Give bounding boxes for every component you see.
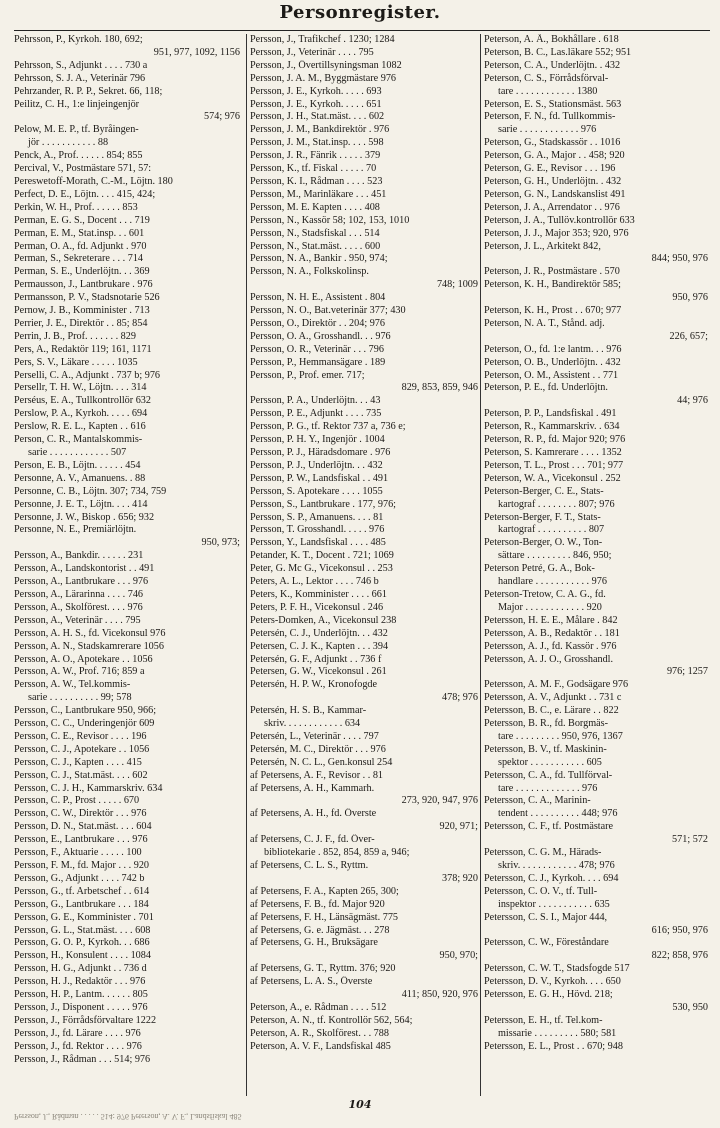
register-entry: Peterson, J. A., Arrendator . . 976: [484, 201, 620, 213]
register-entry: Permausson, J., Lantbrukare . 976: [14, 279, 153, 291]
register-entry: Peterson, C. S., Förrådsförval-: [484, 72, 609, 84]
register-entry: Persson, J., Förrådsförvaltare 1222: [14, 1014, 157, 1026]
register-entry: Persson, N. A., Bankir . 950, 974;: [250, 253, 388, 265]
register-entry: Persson, P. H. Y., Ingenjör . 1004: [250, 434, 385, 446]
register-entry: Pers, S. V., Läkare . . . . . 1035: [14, 356, 138, 368]
register-entry: Petersson, C. S. I., Major 444,: [484, 911, 608, 923]
register-entry: Persson, H. J., Redaktör . . . 976: [14, 976, 146, 988]
register-entry: Pereswetoff-Morath, C.-M., Löjtn. 180: [14, 175, 173, 187]
register-entry-continuation: 951, 977, 1092, 1156: [153, 46, 240, 58]
register-entry: Persson, A., Lärarinna . . . . 746: [14, 588, 144, 600]
register-entry: af Petersens, C. J. F., fd. Över-: [250, 834, 375, 846]
register-entry-continuation: handlare . . . . . . . . . . . 976: [498, 576, 607, 588]
register-entry: Peterson, S. Kamrerare . . . . 1352: [484, 447, 622, 458]
register-entry: Peterson, G. H., Underlöjtn. . 432: [484, 175, 622, 187]
register-entry: Peters, K., Komminister . . . . 661: [250, 588, 387, 600]
register-entry: Personne, C. B., Löjtn. 307; 734, 759: [14, 485, 167, 497]
register-entry: Personne, N. E., Premiärlöjtn.: [14, 524, 137, 536]
page-number: 104: [348, 1098, 372, 1111]
register-entry: Personne, J. W., Biskop . 656; 932: [14, 511, 155, 523]
register-entry-continuation: inspektor . . . . . . . . . . . 635: [498, 898, 610, 910]
register-entry: Peterson, T. L., Prost . . . 701; 977: [484, 459, 624, 471]
register-entry: Persson, A., Veterinär . . . . 795: [14, 614, 141, 626]
register-entry: Person, C. R., Mantalskommis-: [14, 434, 143, 446]
register-entry: Perman, E. M., Stat.insp. . . 601: [14, 227, 145, 239]
register-entry: Persson, J., fd. Lärare . . . . 976: [14, 1027, 141, 1039]
register-entry: Peter, G. Mc G., Vicekonsul . . 253: [250, 563, 393, 575]
register-entry: Persson, J. E., Kyrkoh. . . . . 693: [250, 85, 382, 97]
register-entry: Persson, S., Lantbrukare . 177, 976;: [250, 498, 397, 510]
register-entry: Peterson, E. S., Stationsmäst. 563: [484, 98, 622, 110]
register-entry: Petersén, N. C. L., Gen.konsul 254: [250, 756, 393, 768]
register-entry-continuation: skriv. . . . . . . . . . . . 634: [264, 718, 361, 730]
register-entry: af Petersens, A. H., Kammarh.: [250, 782, 375, 794]
register-entry-continuation: 411; 850, 920, 976: [401, 989, 478, 1001]
register-entry: Persson, C. J. H., Kammarskriv. 634: [14, 782, 163, 794]
register-entry-continuation: tare . . . . . . . . . 950, 976, 1367: [498, 730, 623, 742]
register-entry: Pernow, J. B., Komminister . 713: [14, 305, 150, 317]
register-entry: Persson, O., Direktör . . 204; 976: [250, 317, 385, 329]
register-entry: af Petersens, C. L. S., Ryttm.: [250, 860, 369, 871]
register-entry: Perslow, R. E. L., Kapten . . 616: [14, 421, 146, 433]
register-entry-continuation: spektor . . . . . . . . . . . 605: [498, 756, 602, 768]
register-entry: Peterson, A. R., Skolförest. . . 788: [250, 1027, 389, 1039]
register-entry: Petersson, C. A., fd. Tullförval-: [484, 769, 613, 781]
register-entry-continuation: sarie . . . . . . . . . . . . 507: [28, 447, 127, 458]
register-entry: Personne, A. V., Amanuens. . 88: [14, 472, 146, 484]
register-entry: Peterson, R. P., fd. Major 920; 976: [484, 434, 626, 446]
register-entry: Persson, J., Veterinär . . . . 795: [250, 46, 374, 58]
register-entry: Persson, G. O. P., Kyrkoh. . . 686: [14, 937, 150, 949]
register-entry: Persson, S. P., Amanuens. . . . 81: [250, 511, 384, 523]
register-entry: Peterson, N. A. T., Stånd. adj.: [484, 317, 605, 329]
register-entry: Peterson, J. L., Arkitekt 842,: [484, 240, 601, 252]
register-entry-continuation: 976; 1257: [666, 666, 708, 678]
register-entry: Persson, O. A., Grosshandl. . . 976: [250, 330, 391, 342]
register-entry: Peterson, A., e. Rådman . . . . 512: [250, 1001, 387, 1013]
register-entry: Petersson, C. A., Marinin-: [484, 795, 591, 807]
register-entry-continuation: 574; 976: [204, 111, 240, 123]
register-entry: Persson, O. R., Veterinär . . . 796: [250, 343, 384, 355]
register-entry: Petersson, C. W., Föreståndare: [484, 937, 609, 949]
register-entry-continuation: 571; 572: [672, 834, 708, 846]
register-entry-continuation: 378; 920: [442, 872, 478, 884]
register-columns: [14, 34, 710, 1096]
register-entry: Persson, G., Lantbrukare . . . 184: [14, 898, 149, 910]
register-entry: Persson, N. H. E., Assistent . 804: [250, 292, 386, 304]
register-entry: Peterson-Tretow, C. A. G., fd.: [484, 588, 606, 600]
register-entry: Persson, K. I., Rådman . . . . 523: [250, 175, 383, 187]
register-entry: Peterson, G., Stadskassör . . 1016: [484, 137, 621, 149]
register-entry: Person, E. B., Löjtn. . . . . . 454: [14, 459, 141, 471]
register-entry: Persson, A. N., Stadskamrerare 1056: [14, 640, 164, 652]
register-entry: Pehrsson, P., Kyrkoh. 180, 692;: [14, 34, 143, 45]
register-entry: Persson, P. W., Landsfiskal . . 491: [250, 472, 389, 484]
register-entry: Persson, E., Lantbrukare . . . 976: [14, 834, 148, 846]
register-entry: Peterson, K. H., Bandirektör 585;: [484, 279, 621, 291]
column-left: [14, 34, 242, 1096]
register-entry: Persson, C., Lantbrukare 950, 966;: [14, 705, 157, 717]
register-entry-continuation: sättare . . . . . . . . . 846, 950;: [498, 550, 612, 562]
register-entry: Persson, J. E., Kyrkoh. . . . . 651: [250, 98, 382, 110]
register-entry: Petersson, A. J., fd. Kassör . 976: [484, 640, 617, 652]
register-entry: Peterson, A. Å., Bokhållare . 618: [484, 34, 619, 45]
register-entry: Petersson, C. W. T., Stadsfogde 517: [484, 963, 630, 975]
register-entry: Perfect, D. E., Löjtn. . . . 415, 424;: [14, 188, 156, 200]
register-entry: Perman, E. G. S., Docent . . . 719: [14, 214, 150, 226]
register-entry: Persson, J., Övertillsyningsman 1082: [250, 59, 402, 71]
register-entry: Persson, C. J., Stat.mäst. . . . 602: [14, 769, 148, 781]
register-entry-continuation: 950, 973;: [201, 537, 240, 549]
register-entry: Peterson, B. C., Las.läkare 552; 951: [484, 46, 632, 58]
register-entry: Percival, V., Postmästare 571, 57:: [14, 163, 152, 175]
register-entry: af Petersens, L. A. S., Överste: [250, 976, 373, 988]
register-entry: Persson, P. G., tf. Rektor 737 a, 736 e;: [250, 421, 406, 433]
register-entry-continuation: 273, 920, 947, 976: [401, 795, 478, 807]
register-entry: Persson, J., Disponent . . . . . 976: [14, 1001, 148, 1013]
register-entry: Persson, J., Trafikchef . 1230; 1284: [250, 34, 395, 45]
register-entry: Persson, T. Grosshandl. . . . . 976: [250, 524, 385, 536]
register-entry: Persson, Y., Landsfiskal . . . . 485: [250, 537, 386, 549]
register-entry: Peterson, C. A., Underlöjtn. . 432: [484, 59, 621, 71]
register-entry-continuation: 920, 971;: [439, 821, 478, 833]
register-entry: Persson, A. H. S., fd. Vicekonsul 976: [14, 627, 166, 639]
register-entry: Pehrsson, S., Adjunkt . . . . 730 a: [14, 59, 148, 71]
register-entry: Persson, C. J., Kapten . . . . 415: [14, 756, 142, 768]
register-entry: af Petersens, G. T., Ryttm. 376; 920: [250, 963, 396, 975]
register-entry: Persson, H. P., Lantm. . . . . . 805: [14, 989, 148, 1001]
register-entry-continuation: skriv. . . . . . . . . . . . 478; 976: [498, 860, 615, 871]
register-entry: Persson, C. C., Underingenjör 609: [14, 718, 155, 730]
register-entry: Peterson, O. M., Assistent . . 771: [484, 369, 619, 381]
register-entry: Persson, P., Prof. emer. 717;: [250, 369, 365, 381]
register-entry: Peterson, G. A., Major . . 458; 920: [484, 150, 625, 162]
register-entry: Persson, C. W., Direktör . . . 976: [14, 808, 147, 820]
register-entry: Persson, G. L., Stat.mäst. . . . 608: [14, 924, 151, 936]
register-entry: Perselli, C. A., Adjunkt . 737 b; 976: [14, 369, 161, 381]
register-entry: Persson, M. E. Kapten . . . . 408: [250, 201, 380, 213]
register-entry: Persson, M., Marinläkare . . . 451: [250, 188, 387, 200]
register-entry: af Petersens, A. H., fd. Överste: [250, 808, 377, 820]
register-entry: Pehrsson, S. J. A., Veterinär 796: [14, 72, 146, 84]
register-entry: Petersen, C. J. K., Kapten . . . 394: [250, 640, 389, 652]
register-entry: Pehrzander, R. P. P., Sekret. 66, 118;: [14, 85, 163, 97]
register-entry-continuation: sarie . . . . . . . . . . . . 976: [498, 124, 597, 136]
register-entry: Petersén, H. P. W., Kronofogde: [250, 679, 378, 691]
register-entry: Petersson, C. O. V., tf. Tull-: [484, 885, 598, 897]
column-right: [480, 34, 710, 1096]
register-entry: af Petersens, A. F., Revisor . . 81: [250, 769, 384, 781]
register-entry-continuation: 530, 950: [672, 1001, 708, 1013]
register-entry: af Petersens, G. H., Bruksägare: [250, 937, 378, 949]
register-entry: Persson, J., Rådman . . . 514; 976: [14, 1053, 151, 1065]
register-entry-continuation: 616; 950, 976: [651, 924, 708, 936]
register-entry: Petersson, A. V., Adjunkt . . 731 c: [484, 692, 622, 704]
register-entry: Petersson, C. G. M., Härads-: [484, 847, 602, 859]
header-rule: [14, 30, 710, 31]
register-entry: Persson, A., Landskontorist . . 491: [14, 563, 155, 575]
register-entry: Petersson, B. V., tf. Maskinin-: [484, 743, 607, 755]
register-entry: Perrin, J. B., Prof. . . . . . . 829: [14, 330, 136, 342]
register-entry: af Petersens, F. B., fd. Major 920: [250, 898, 385, 910]
register-entry-continuation: Major . . . . . . . . . . . . 920: [498, 601, 602, 613]
register-entry: Persellr, T. H. W., Löjtn. . . . 314: [14, 382, 147, 394]
register-entry: Perkin, W. H., Prof. . . . . . 853: [14, 201, 138, 213]
register-entry: Persson, H. G., Adjunkt . . 736 d: [14, 963, 147, 975]
register-entry: Persson, J. A. M., Byggmästare 976: [250, 72, 397, 84]
register-entry: Petersén, G. F., Adjunkt . . 736 f: [250, 653, 382, 665]
register-entry: Petersson, C. J., Kyrkoh. . . . 694: [484, 872, 619, 884]
register-entry: af Petersens, F. A., Kapten 265, 300;: [250, 885, 399, 897]
register-entry: Peterson-Berger, F. T., Stats-: [484, 511, 601, 523]
register-entry: Persson, N., Stat.mäst. . . . . 600: [250, 240, 381, 252]
register-entry: Persson, J. H., Stat.mäst. . . . 602: [250, 111, 385, 123]
register-entry: Peterson-Berger, O. W., Ton-: [484, 537, 603, 549]
register-entry-continuation: 44; 976: [677, 395, 708, 407]
register-entry-continuation: 950, 970;: [439, 950, 478, 962]
register-entry: Peterson, A. N., tf. Kontrollör 562, 564;: [250, 1014, 413, 1026]
register-entry: Petersson, C. F., tf. Postmästare: [484, 821, 614, 833]
bleed-through-text: Persson, J., Rådman . . . . . 514: 976 Peterson, A. V. F., Landsfiskal 485: [14, 1112, 242, 1121]
register-entry: Persson, S. Apotekare . . . . 1055: [250, 485, 383, 497]
register-entry: Petersson, E. H., tf. Tel.kom-: [484, 1014, 603, 1026]
register-entry: Perman, O. A., fd. Adjunkt . 970: [14, 240, 147, 252]
register-entry: Perrier, J. E., Direktör . . 85; 854: [14, 317, 148, 329]
register-entry: Personne, J. E. T., Löjtn. . . . 414: [14, 498, 148, 510]
register-entry-continuation: jör . . . . . . . . . . . 88: [28, 137, 109, 149]
register-entry: Petersson, B. C., e. Lärare . . 822: [484, 705, 619, 717]
register-entry-continuation: bibliotekarie . 852, 854, 859 a, 946;: [264, 847, 410, 859]
register-entry: Peterson, J. J., Major 353; 920, 976: [484, 227, 629, 239]
register-entry: af Petersens, F. H., Länsägmäst. 775: [250, 911, 399, 923]
register-entry: Persson, N., Kassör 58; 102, 153, 1010: [250, 214, 410, 226]
register-entry: Peterson, W. A., Vicekonsul . 252: [484, 472, 621, 484]
register-entry-continuation: sarie . . . . . . . . . . 99; 578: [28, 692, 132, 704]
register-entry: Persson, D. N., Stat.mäst. . . . 604: [14, 821, 152, 833]
register-entry: Persson, P. J., Häradsdomare . 976: [250, 447, 391, 458]
register-entry: Petersson, D. V., Kyrkoh. . . . 650: [484, 976, 621, 988]
register-entry: Peters-Domken, A., Vicekonsul 238: [250, 614, 397, 626]
register-entry-continuation: kartograf . . . . . . . . 807; 976: [498, 498, 615, 510]
register-entry: Peterson Petré, G. A., Bok-: [484, 563, 595, 575]
register-entry: Petersson, A. J. O., Grosshandl.: [484, 653, 614, 665]
register-entry: Petersson, B. R., fd. Borgmäs-: [484, 718, 609, 730]
register-entry: Persson, C. P., Prost . . . . . 670: [14, 795, 140, 807]
register-entry: Petersen, G. W., Vicekonsul . 261: [250, 666, 387, 678]
register-entry: Persson, C. J., Apotekare . . 1056: [14, 743, 150, 755]
register-entry: Persson, J., fd. Rektor . . . . 976: [14, 1040, 142, 1052]
register-entry: Persson, P. A., Underlöjtn. . . 43: [250, 395, 381, 407]
register-entry: Persson, A., Lantbrukare . . . 976: [14, 576, 149, 588]
register-entry: Persson, G. E., Komminister . 701: [14, 911, 154, 923]
register-entry: Petersson, H. E. E., Målare . 842: [484, 614, 618, 626]
register-entry: Pelow, M. E. P., tf. Byråingen-: [14, 124, 139, 136]
register-entry: Peterson, O., fd. 1:e lantm. . . 976: [484, 343, 622, 355]
register-entry-continuation: missarie . . . . . . . . . 580; 581: [498, 1027, 617, 1039]
register-entry: Persson, K., tf. Fiskal . . . . . 70: [250, 163, 377, 175]
register-entry: Persson, J. R., Fänrik . . . . . 379: [250, 150, 381, 162]
register-entry: Peterson, F. N., fd. Tullkommis-: [484, 111, 616, 123]
register-entry: Persson, N., Stadsfiskal . . . 514: [250, 227, 380, 239]
register-entry: Petersén, H. S. B., Kammar-: [250, 705, 367, 717]
register-entry-continuation: tare . . . . . . . . . . . . . 976: [498, 782, 598, 794]
register-entry: Petander, K. T., Docent . 721; 1069: [250, 550, 394, 562]
register-entry: Persson, A., Skolförest. . . . 976: [14, 601, 143, 613]
register-entry: Peters, P. F. H., Vicekonsul . 246: [250, 601, 384, 613]
register-entry: Peterson-Berger, C. E., Stats-: [484, 485, 604, 497]
register-entry: Persson, P. E., Adjunkt . . . . 735: [250, 408, 382, 420]
register-entry: Petersén, L., Veterinär . . . . 797: [250, 730, 379, 742]
register-entry: Peters, A. L., Lektor . . . . 746 b: [250, 576, 379, 588]
register-entry: Peterson, O. B., Underlöjtn. . 432: [484, 356, 621, 368]
register-entry: Perman, S., Sekreterare . . . 714: [14, 253, 144, 265]
register-entry: Persson, N. O., Bat.veterinär 377; 430: [250, 305, 406, 317]
register-entry-continuation: 844; 950, 976: [651, 253, 708, 265]
register-entry: Persson, A. W., Tel.kommis-: [14, 679, 131, 691]
register-entry: Perséus, E. A., Tullkontrollör 632: [14, 395, 151, 407]
register-entry-continuation: 478; 976: [442, 692, 478, 704]
register-entry: Peterson, K. H., Prost . . 670; 977: [484, 305, 622, 317]
register-entry-continuation: 748; 1009: [436, 279, 478, 291]
column-middle: [246, 34, 480, 1096]
register-entry: Peterson, A. V. F., Landsfiskal 485: [250, 1040, 391, 1052]
register-entry: Persson, F. M., fd. Major . . . 920: [14, 860, 150, 871]
register-entry: Petersson, A. M. F., Godsägare 976: [484, 679, 629, 691]
register-entry: af Petersens, G. e. Jägmäst. . . 278: [250, 924, 390, 936]
register-entry: Persson, A. W., Prof. 716; 859 a: [14, 666, 145, 678]
register-entry: Peterson, J. A., Tullöv.kontrollör 633: [484, 214, 635, 226]
register-entry: Persson, G., Adjunkt . . . . 742 b: [14, 872, 145, 884]
register-entry: Persson, H., Konsulent . . . . 1084: [14, 950, 151, 962]
register-entry: Persson, P. J., Underlöjtn. . . 432: [250, 459, 383, 471]
register-entry: Petersén, M. C., Direktör . . . 976: [250, 743, 386, 755]
register-entry: Petersson, A. B., Redaktör . . 181: [484, 627, 620, 639]
register-entry-continuation: 822; 858, 976: [651, 950, 708, 962]
register-entry-continuation: tendent . . . . . . . . . . 448; 976: [498, 808, 618, 820]
register-entry-continuation: tare . . . . . . . . . . . . 1380: [498, 85, 598, 97]
register-entry-continuation: 226, 657;: [669, 330, 708, 342]
register-entry: Pers, A., Redaktör 119; 161, 1171: [14, 343, 152, 355]
register-entry: Peterson, R., Kammarskriv. . 634: [484, 421, 620, 433]
register-entry: Permansson, P. V., Stadsnotarie 526: [14, 292, 160, 304]
register-entry: Persson, A., Bankdir. . . . . . 231: [14, 550, 144, 562]
register-entry: Persson, N. A., Folkskolinsp.: [250, 266, 369, 278]
page-title: Personregister.: [279, 2, 441, 23]
register-entry: Peterson, G. E., Revisor . . . 196: [484, 163, 616, 175]
register-entry: Petersson, E. G. H., Hövd. 218;: [484, 989, 613, 1001]
register-entry: Perslow, P. A., Kyrkoh. . . . . 694: [14, 408, 148, 420]
register-entry: Petersén, C. J., Underlöjtn. . . 432: [250, 627, 388, 639]
register-entry: Persson, A. O., Apotekare . . 1056: [14, 653, 153, 665]
register-entry-continuation: 829, 853, 859, 946: [401, 382, 478, 394]
register-entry-continuation: kartograf . . . . . . . . . . 807: [498, 524, 605, 536]
register-entry: Petersson, E. L., Prost . . 670; 948: [484, 1040, 623, 1052]
register-entry: Peterson, P. E., fd. Underlöjtn.: [484, 382, 608, 394]
register-entry: Peterson, J. R., Postmästare . 570: [484, 266, 620, 278]
register-entry: Peterson, P. P., Landsfiskal . 491: [484, 408, 617, 420]
register-entry: Persson, P., Hemmansägare . 189: [250, 356, 386, 368]
register-entry: Peterson, G. N., Landskanslist 491: [484, 188, 626, 200]
register-entry: Persson, J. M., Stat.insp. . . . 598: [250, 137, 384, 149]
register-entry: Persson, F., Aktuarie . . . . . 100: [14, 847, 142, 859]
register-entry: Penck, A., Prof. . . . . . 854; 855: [14, 150, 143, 162]
register-entry: Peilitz, C. H., 1:e linjeingenjör: [14, 98, 140, 110]
register-entry: Persson, G., tf. Arbetschef . . 614: [14, 885, 150, 897]
register-entry: Persson, J. M., Bankdirektör . 976: [250, 124, 390, 136]
register-entry: Persson, C. E., Revisor . . . . 196: [14, 730, 147, 742]
register-entry: Perman, S. E., Underlöjtn. . . 369: [14, 266, 150, 278]
register-entry-continuation: 950, 976: [672, 292, 708, 304]
